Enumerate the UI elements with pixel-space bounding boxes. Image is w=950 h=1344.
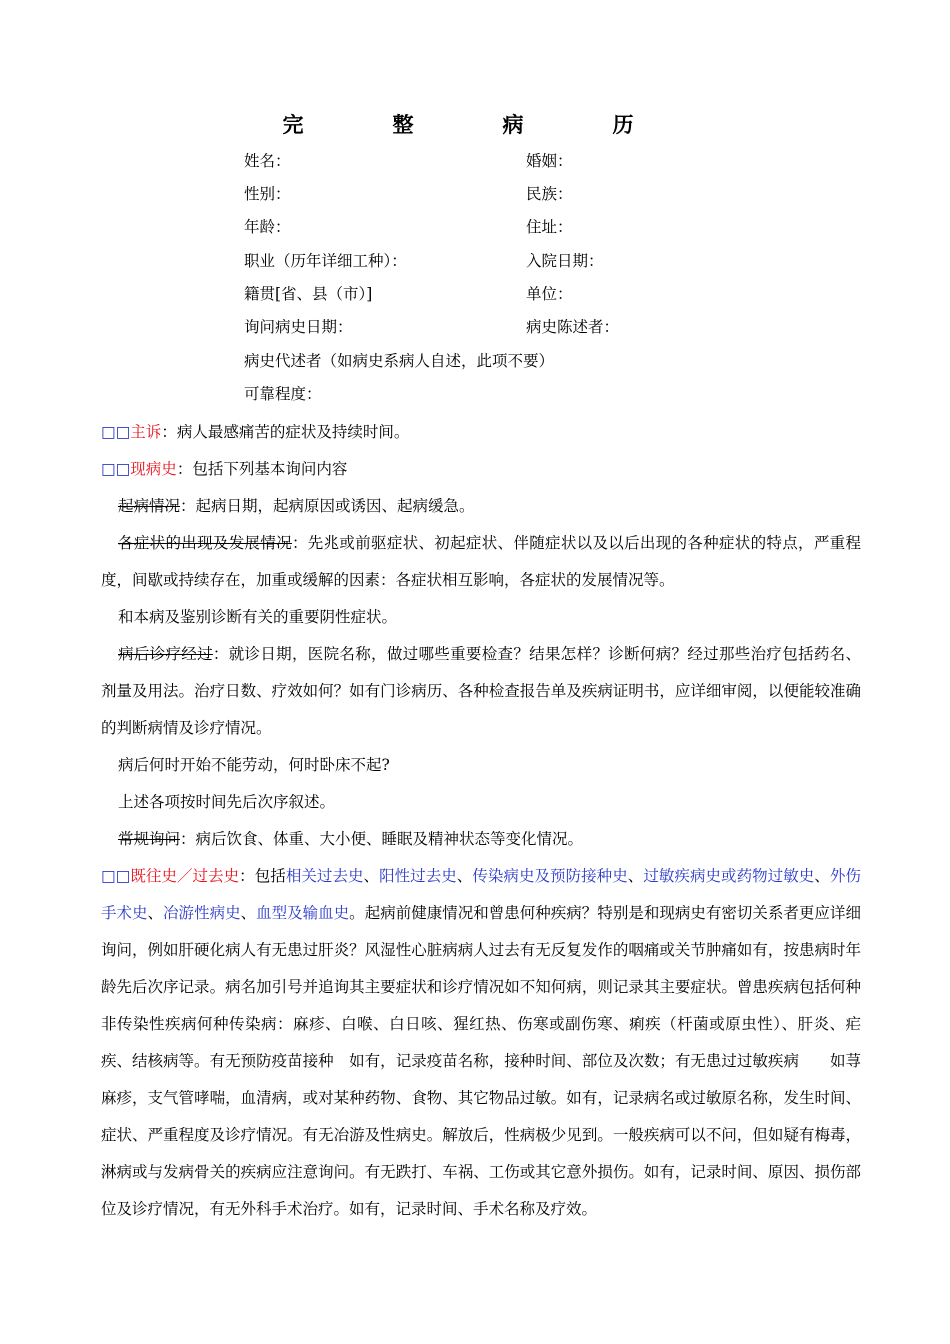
field-workplace: 单位：	[526, 285, 573, 303]
field-age: 年龄：	[244, 218, 291, 236]
chief-complaint-text: ：病人最感痛苦的症状及持续时间。	[161, 423, 410, 441]
past-history-label: 既往史／过去史	[130, 867, 240, 885]
field-native-place: 籍贯[省、县（市）]	[244, 285, 373, 303]
field-address: 住址：	[526, 218, 573, 236]
past-history-link[interactable]: 过敏疾病史或药物过敏史	[643, 867, 815, 885]
separator: 、	[240, 904, 257, 922]
treatment-text: ：就诊日期，医院名称，做过哪些重要检查？结果怎样？诊断何病？经过那些治疗包括药名、剂量及用法。治疗日数、疗效如何？如有门诊病历、各种检查报告单及疾病证明书，应详细审阅，以便能较准确的判断病情及诊疗情况。	[101, 645, 861, 737]
routine-label: 常规询问	[118, 830, 181, 848]
field-reliability: 可靠程度：	[244, 385, 322, 403]
chief-complaint-label: 主诉	[130, 423, 162, 441]
onset-label: 起病情况	[118, 497, 181, 515]
onset-paragraph	[101, 488, 861, 525]
field-admission-date: 入院日期：	[526, 252, 604, 270]
separator: 、	[627, 867, 644, 885]
record-body	[101, 414, 861, 1228]
separator: 、	[456, 867, 473, 885]
past-history-text: 起病前健康情况和曾患何种疾病？特别是和现病史有密切关系者更应详细询问，例如肝硬化病人有无患过肝炎？风湿性心脏病病人过去有无反复发作的咽痛或关节肿痛如有，按患病时年龄先后次序记录。病名加引号并追询其主要症状和诊疗情况如不知何病，则记录其主要症状。曾患疾病包括何种非传染性疾病何种传染病：麻疹、白喉、白日咳、猩红热、伤寒或副伤寒、痢疾（杆菌或原虫性）、肝炎、疟疾、结核病等。有无预防疫苗接种 如有，记录疫苗名称，接种时间、部位及次数；有无患过过敏疾病 如荨麻疹，支气管哮喘，血清病，或对某种药物、食物、其它物品过敏。如有，记录病名或过敏原名称，发生时间、症状、严重程度及诊疗情况。有无冶游及性病史。解放后，性病极少见到。一般疾病可以不问，但如疑有梅毒，淋病或与发病骨关的疾病应注意询问。有无跌打、车祸、工伤或其它意外损伤。如有，记录时间、原因、损伤部位及诊疗情况，有无外科手术治疗。如有，记录时间、手术名称及疗效。	[101, 904, 861, 1218]
checkbox-icon: □□	[101, 460, 131, 478]
present-illness-text: ：包括下列基本询问内容	[176, 460, 348, 478]
routine-paragraph	[101, 821, 861, 858]
page-title: 完 整 病 历	[282, 112, 668, 137]
symptoms-paragraph	[101, 525, 861, 599]
field-proxy-narrator: 病史代述者（如病史系病人自述，此项不要）	[244, 352, 555, 370]
separator: 、	[363, 867, 380, 885]
past-history-link[interactable]: 血型及输血史	[256, 904, 350, 922]
checkbox-icon: □□	[101, 867, 131, 885]
past-history-link[interactable]: 外伤手术史	[101, 867, 861, 922]
order-paragraph: 上述各项按时间先后次序叙述。	[118, 793, 336, 811]
past-history-link[interactable]: 阳性过去史	[379, 867, 457, 885]
present-illness-label: 现病史	[130, 460, 177, 478]
checkbox-icon: □□	[101, 423, 131, 441]
past-history-link[interactable]: 相关过去史	[285, 867, 364, 885]
field-ethnicity: 民族：	[526, 185, 573, 203]
onset-text: ：起病日期，起病原因或诱因、起病缓急。	[180, 497, 475, 515]
period: 。	[349, 904, 365, 922]
field-name: 姓名：	[244, 152, 291, 170]
present-illness	[101, 451, 861, 488]
field-marriage: 婚姻：	[526, 152, 573, 170]
past-history-link[interactable]: 冶游性病史	[163, 904, 241, 922]
field-narrator: 病史陈述者：	[526, 318, 620, 336]
past-history-intro: ：包括	[239, 867, 286, 885]
past-history-link[interactable]: 传染病史及预防接种史	[472, 867, 628, 885]
negative-symptoms-paragraph: 和本病及鉴别诊断有关的重要阴性症状。	[118, 608, 398, 626]
treatment-label: 病后诊疗经过	[118, 645, 213, 663]
symptoms-label: 各症状的出现及发展情况	[118, 534, 292, 552]
field-gender: 性别：	[244, 185, 291, 203]
separator: 、	[147, 904, 164, 922]
field-inquiry-date: 询问病史日期：	[244, 318, 353, 336]
routine-text: ：病后饮食、体重、大小便、睡眠及精神状态等变化情况。	[180, 830, 584, 848]
chief-complaint	[101, 414, 861, 451]
separator: 、	[814, 867, 830, 885]
past-history	[101, 858, 861, 1228]
work-ability-paragraph: 病后何时开始不能劳动，何时卧床不起?	[118, 756, 390, 774]
symptoms-text: ：先兆或前驱症状、初起症状、伴随症状以及以后出现的各种症状的特点，严重程度，间歇或持续存在，加重或缓解的因素：各症状相互影响，各症状的发展情况等。	[101, 534, 861, 589]
field-occupation: 职业（历年详细工种）：	[244, 252, 407, 270]
treatment-paragraph	[101, 636, 861, 747]
